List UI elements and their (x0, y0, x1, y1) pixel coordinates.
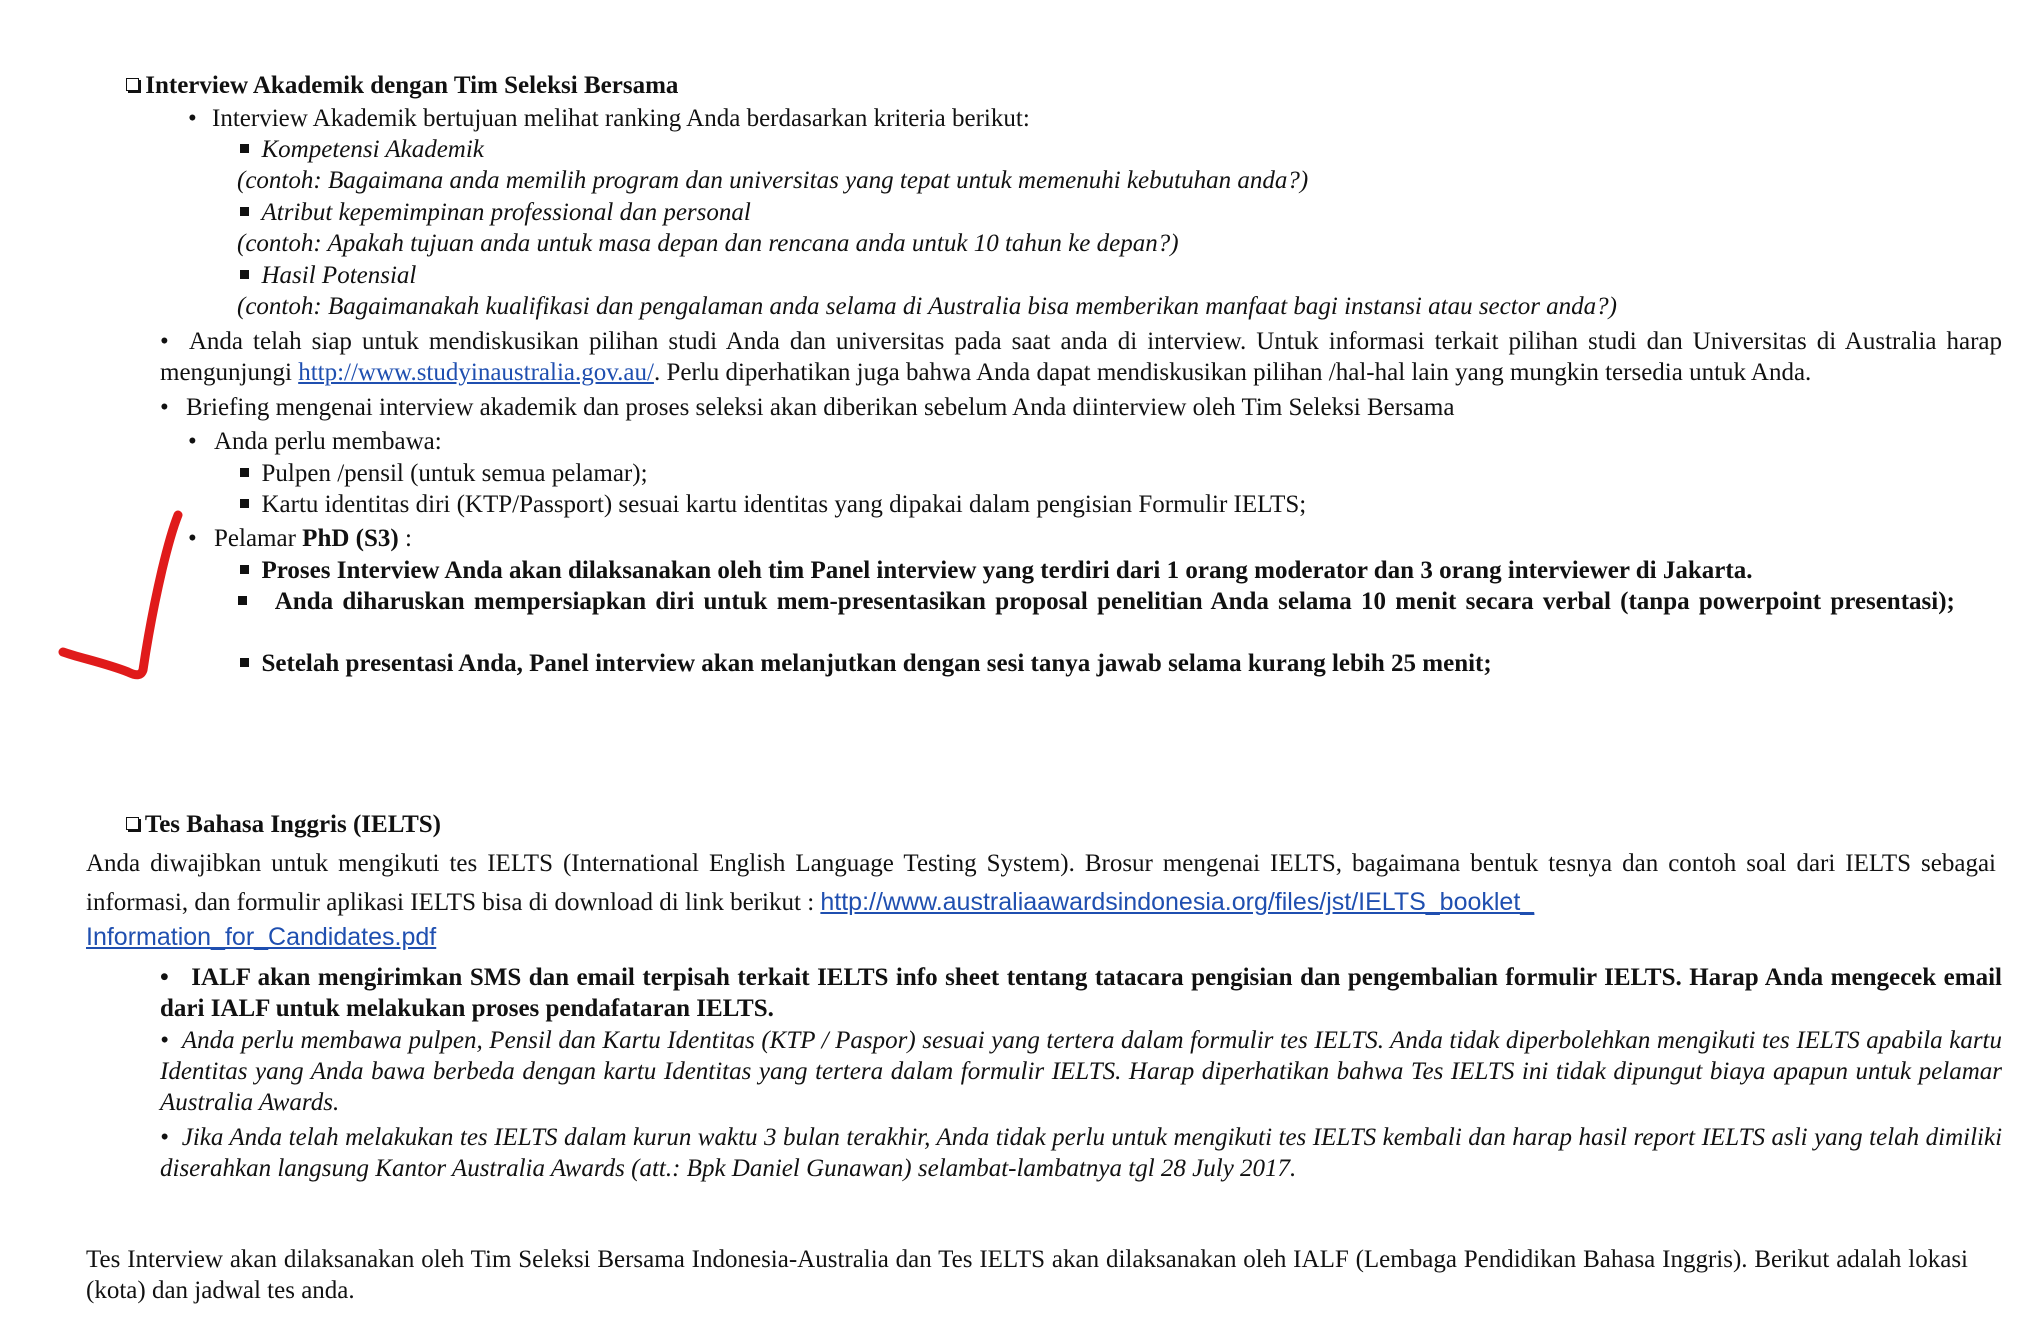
phd-applicant-label: • Pelamar PhD (S3) : (188, 525, 412, 552)
bring-item-2: Kartu identitas diri (KTP/Passport) sesuai kartu identitas yang dipakai dalam pengisian Formulir IELTS; (240, 489, 1306, 520)
criterion-2-title: Atribut kepemimpinan professional dan personal (240, 197, 751, 228)
ielts-bullet-3: • Jika Anda telah melakukan tes IELTS dalam kurun waktu 3 bulan terakhir, Anda tidak perlu untuk mengikuti tes IELTS kembali dan harap hasil report IELTS asli yang telah dimiliki diserahkan langsung Kantor Australia Awards (att.: Bpk Daniel Gunawan) selambat-lambatnya tgl 28 July 2017. (160, 1124, 2003, 1182)
phd-item-1: Proses Interview Anda akan dilaksanakan oleh tim Panel interview yang terdiri dari 1 orang moderator dan 3 orang interviewer di Jakarta. (240, 555, 1752, 586)
ielts-paragraph: Anda diwajibkan untuk mengikuti tes IELTS (International English Language Testing System). Brosur mengenai IELTS, bagaimana bentuk tesnya dan contoh soal dari IELTS sebagai informasi, dan formulir aplikasi IELTS bisa di download di link berikut : http://www.australiaawardsindonesia.org/files/jst/IELTS_booklet_ (86, 850, 1996, 916)
discuss-paragraph: • Anda telah siap untuk mendiskusikan pilihan studi Anda dan universitas pada saat anda di interview. Untuk informasi terkait pilihan studi dan Universitas di Australia harap mengunjungi http://www.studyinaustralia.gov.au/. Perlu diperhatikan juga bahwa Anda dapat mendiskusikan pilihan /hal-hal lain yang mungkin tersedia untuk Anda. (160, 328, 2002, 386)
interview-intro: • Interview Akademik bertujuan melihat ranking Anda berdasarkan kriteria berikut: (188, 105, 1030, 132)
ielts-bullet-1: • IALF akan mengirimkan SMS dan email terpisah terkait IELTS info sheet tentang tatacara pengisian dan pengembalian formulir IELTS. Harap Anda mengecek email dari IALF untuk melakukan proses pendafataran IELTS. (160, 964, 2002, 1022)
criterion-1-title: Kompetensi Akademik (240, 134, 484, 165)
criterion-2-example: (contoh: Apakah tujuan anda untuk masa depan dan rencana anda untuk 10 tahun ke depan?) (237, 230, 1179, 257)
round-bullet-icon: • (160, 328, 169, 355)
criterion-3-title: Hasil Potensial (240, 260, 416, 291)
ielts-bullet-2: • Anda perlu membawa pulpen, Pensil dan Kartu Identitas (KTP / Paspor) sesuai yang tertera dalam formulir tes IELTS. Anda tidak diperbolehkan mengikuti tes IELTS apabila kartu Identitas yang Anda bawa berbeda dengan kartu Identitas yang tertera dalam formulir IELTS. Harap diperhatikan bahwa Tes IELTS ini tidak dipungut biaya apapun untuk pelamar Australia Awards. (160, 1027, 2003, 1116)
studyinaustralia-link[interactable]: http://www.studyinaustralia.gov.au/ (298, 359, 654, 386)
round-bullet-icon: • (160, 394, 169, 421)
round-bullet-icon: • (160, 1124, 169, 1151)
briefing-item: • Briefing mengenai interview akademik dan proses seleksi akan diberikan sebelum Anda diinterview oleh Tim Seleksi Bersama (160, 394, 1455, 421)
round-bullet-icon: • (188, 105, 197, 132)
criterion-1-example: (contoh: Bagaimana anda memilih program dan universitas yang tepat untuk memenuhi kebutuhan anda?) (237, 167, 1309, 194)
round-bullet-icon: • (160, 1027, 169, 1054)
phd-item-3: Setelah presentasi Anda, Panel interview akan melanjutkan dengan sesi tanya jawab selama kurang lebih 25 menit; (240, 648, 1492, 679)
interview-heading: Interview Akademik dengan Tim Seleksi Bersama (126, 70, 678, 101)
ielts-booklet-link-line2[interactable]: Information_for_Candidates.pdf (86, 923, 437, 951)
round-bullet-icon: • (188, 525, 197, 552)
bring-intro: • Anda perlu membawa: (188, 428, 442, 455)
criterion-3-example: (contoh: Bagaimanakah kualifikasi dan pengalaman anda selama di Australia bisa memberikan manfaat bagi instansi atau sector anda?) (237, 293, 1617, 320)
phd-item-2: Anda diharuskan mempersiapkan diri untuk mem-presentasikan proposal penelitian Anda selama 10 menit secara verbal (tanpa powerpoint presentasi); (238, 586, 2002, 617)
closing-paragraph: Tes Interview akan dilaksanakan oleh Tim Seleksi Bersama Indonesia-Australia dan Tes IELTS akan dilaksanakan oleh IALF (Lembaga Pendidikan Bahasa Inggris). Berikut adalah lokasi (kota) dan jadwal tes anda. (86, 1246, 1968, 1304)
round-bullet-icon: • (160, 964, 169, 991)
ielts-booklet-link[interactable]: http://www.australiaawardsindonesia.org/files/jst/IELTS_booklet_ (820, 888, 1535, 916)
bring-item-1: Pulpen /pensil (untuk semua pelamar); (240, 458, 648, 489)
round-bullet-icon: • (188, 428, 197, 455)
ielts-heading: Tes Bahasa Inggris (IELTS) (126, 809, 441, 840)
